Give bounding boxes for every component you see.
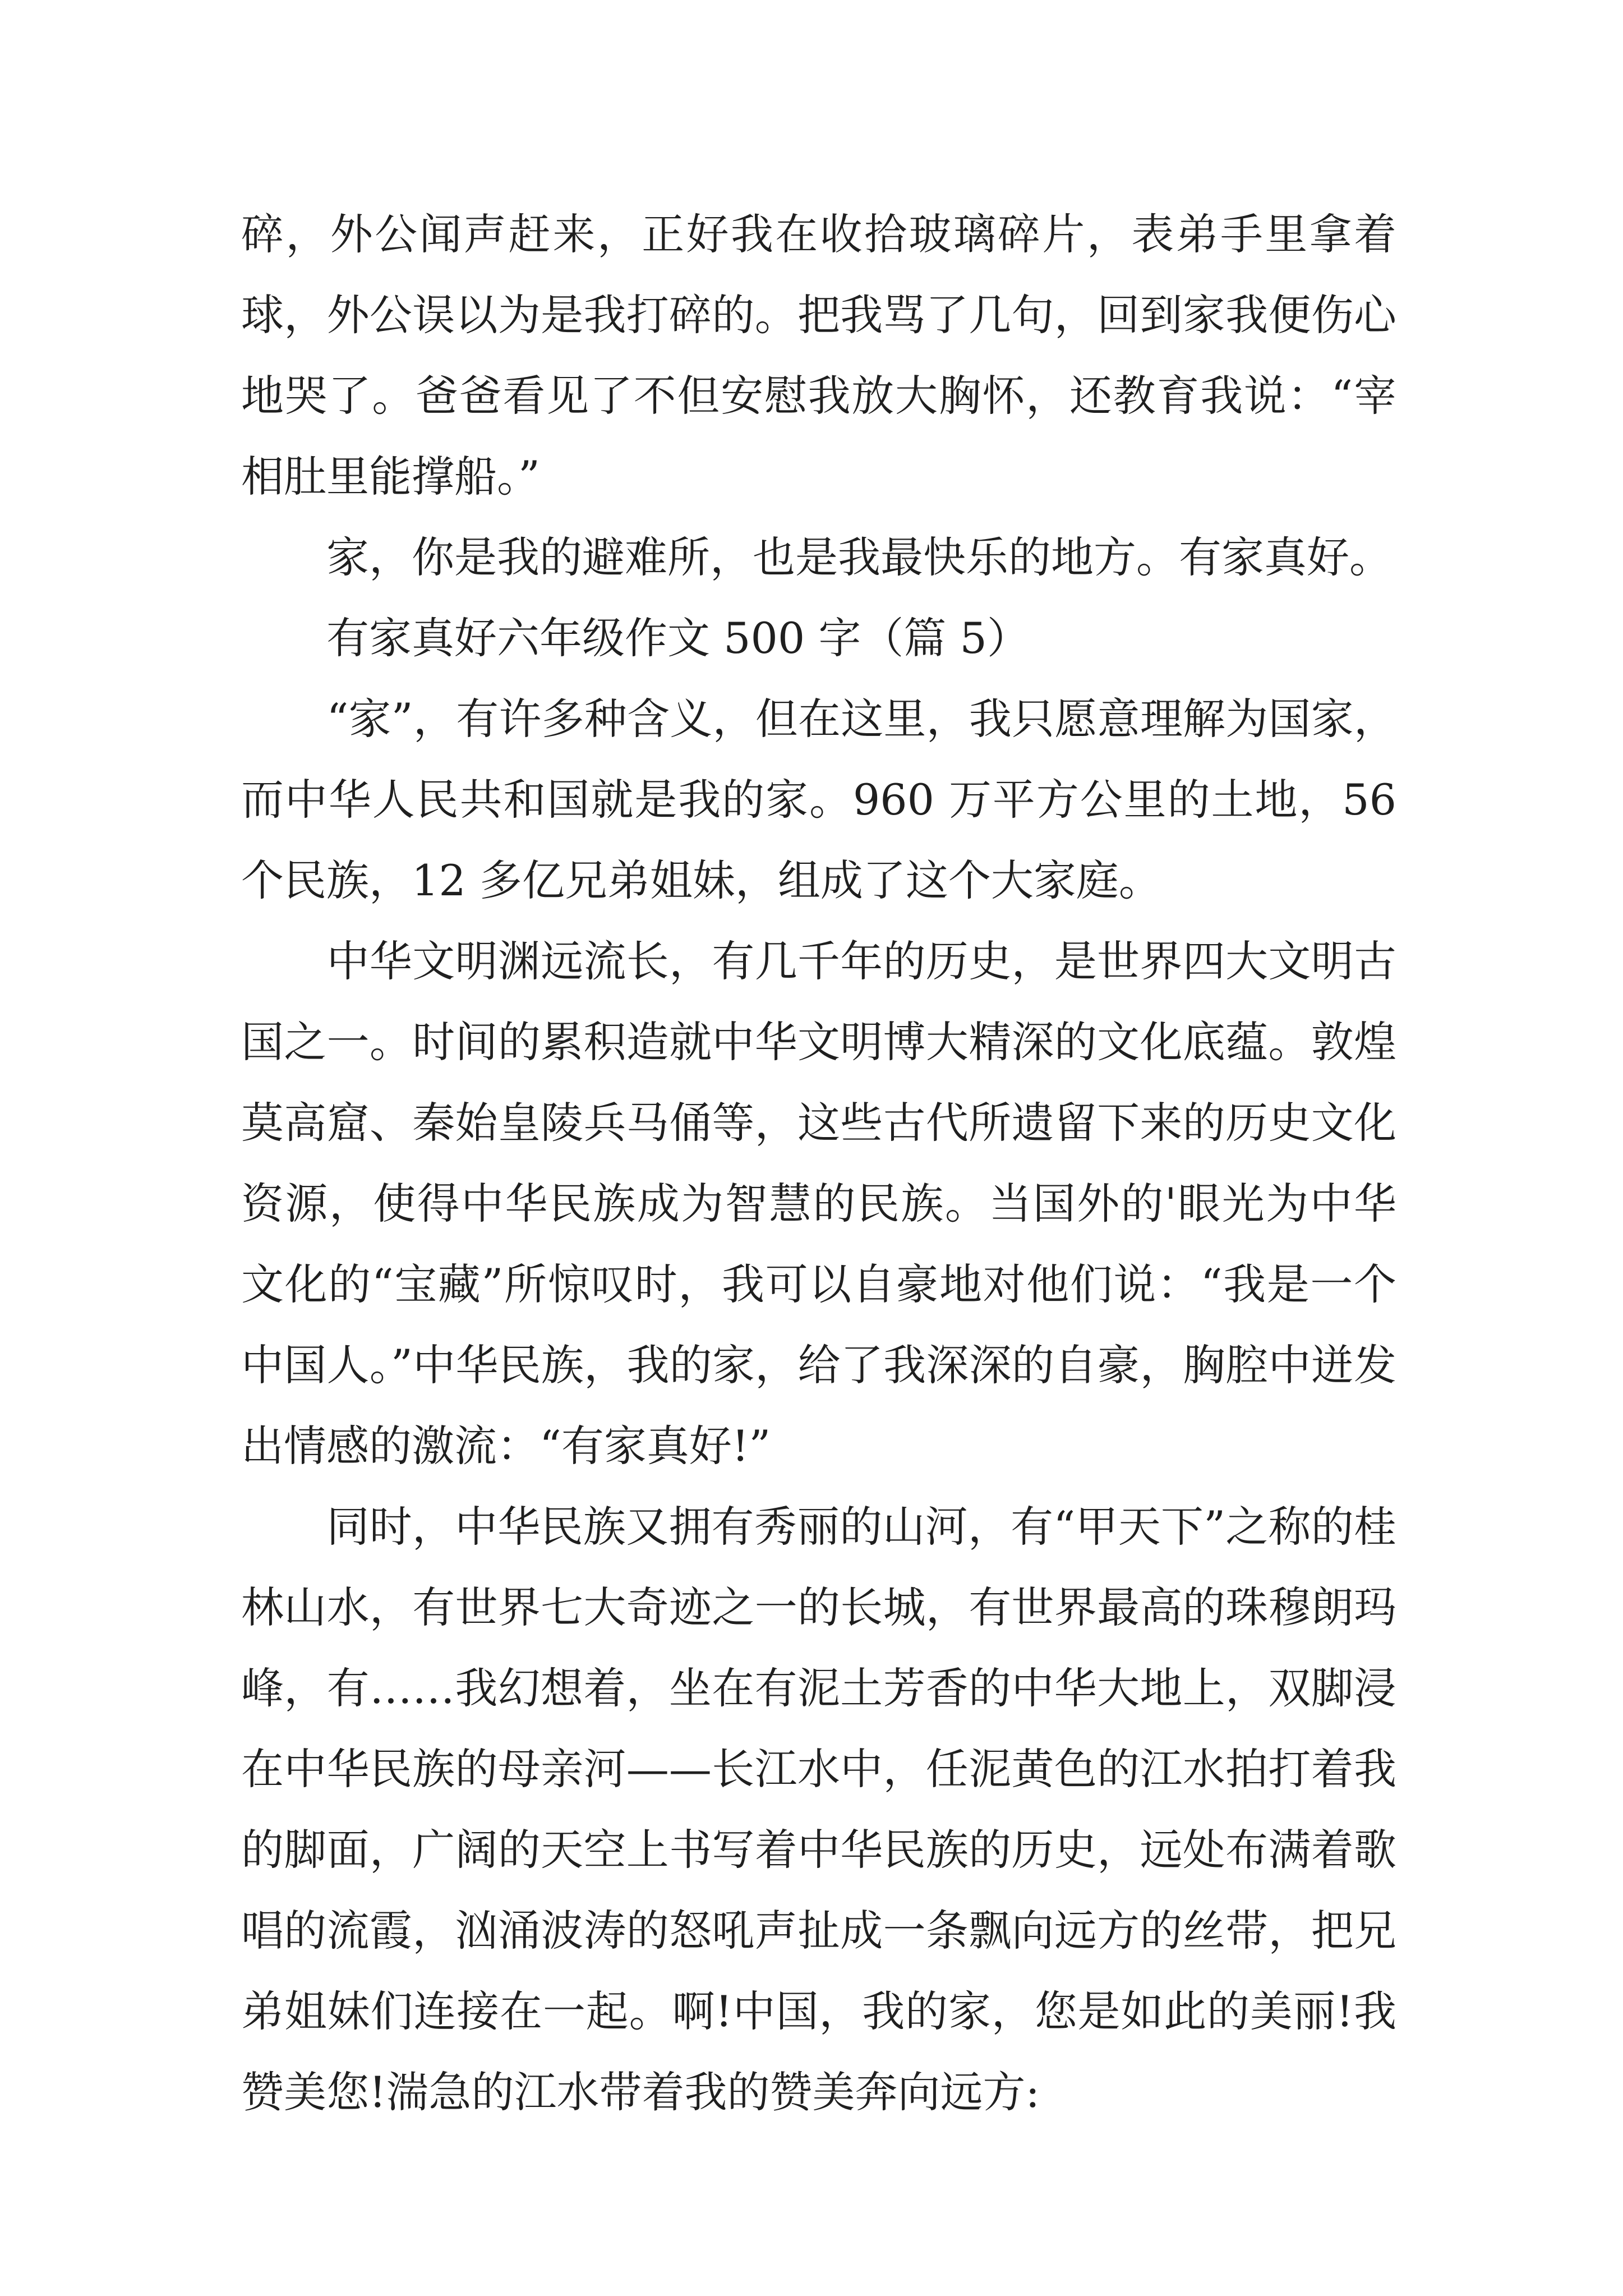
paragraph-4: 中华文明渊远流长，有几千年的历史，是世界四大文明古国之一。时间的累积造就中华文明博大精深的文化底蕴。敦煌莫高窟、秦始皇陵兵马俑等，这些古代所遗留下来的历史文化资源，使得中华民族成为智慧的民族。当国外的'眼光为中华文化的“宝藏”所惊叹时，我可以自豪地对他们说：“我是一个中国人。”中华民族，我的家，给了我深深的自豪，胸腔中迸发出情感的激流：“有家真好!” xyxy=(241,936,1396,1471)
paragraph-2: 家，你是我的避难所，也是我最快乐的地方。有家真好。 xyxy=(241,532,1392,582)
section-heading: 有家真好六年级作文 500 字（篇 5） xyxy=(241,613,1030,663)
paragraph-1: 碎，外公闻声赶来，正好我在收拾玻璃碎片，表弟手里拿着球，外公误以为是我打碎的。把我骂了几句，回到家我便伤心地哭了。爸爸看见了不但安慰我放大胸怀，还教育我说：“宰相肚里能撑船。” xyxy=(241,209,1396,501)
document-body xyxy=(241,194,1396,2133)
paragraph-5: 同时，中华民族又拥有秀丽的山河，有“甲天下”之称的桂林山水，有世界七大奇迹之一的长城，有世界最高的珠穆朗玛峰，有……我幻想着，坐在有泥土芳香的中华大地上，双脚浸在中华民族的母亲河——长江水中，任泥黄色的江水拍打着我的脚面，广阔的天空上书写着中华民族的历史，远处布满着歌唱的流霞，汹涌波涛的怒吼声扯成一条飘向远方的丝带，把兄弟姐妹们连接在一起。啊!中国，我的家，您是如此的美丽!我赞美您!湍急的江水带着我的赞美奔向远方: xyxy=(241,1502,1396,2117)
paragraph-3: “家”，有许多种含义，但在这里，我只愿意理解为国家，而中华人民共和国就是我的家。960 万平方公里的土地，56 个民族，12 多亿兄弟姐妹，组成了这个大家庭。 xyxy=(241,694,1396,905)
